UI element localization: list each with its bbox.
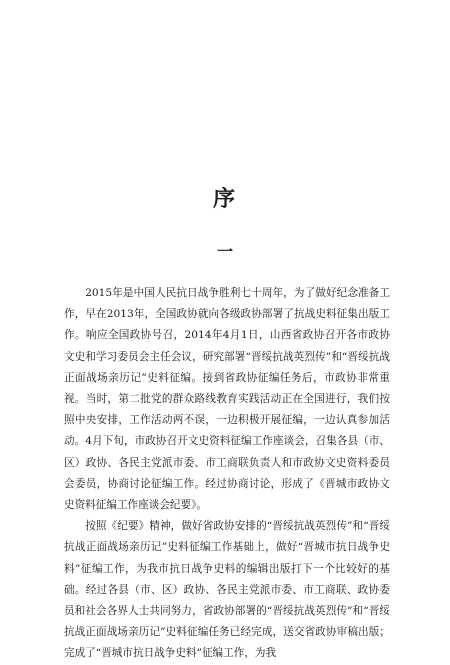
paragraph: 按照《纪要》精神，做好省政协安排的“晋绥抗战英烈传”和“晋绥抗战正面战场亲历记”史料征编工作基础上，做好“晋城市抗日战争史料”征编工作，为我市抗日战争史料的编辑出版打下一个比较好的基础。经过各县（市、区）政协、各民主党派市委、市工商联、政协委员和社会各界人士共同努力，省政协部署的“晋绥抗战英烈传”和“晋绥抗战正面战场亲历记”史料征编任务已经完成，送交省政协审稿出版；完成了“晋城市抗日战争史料”征编工作，为我 [64, 520, 390, 660]
chapter-title: 序 [212, 186, 237, 212]
section-number: 一 [216, 242, 233, 261]
body-text [64, 283, 390, 665]
paragraph: 2015年是中国人民抗日战争胜利七十周年，为了做好纪念准备工作，早在2013年，全国政协就向各级政协部署了抗战史料征集出版工作。响应全国政协号召，2014年4月1日，山西省政协召开各市政协文史和学习委员会主任会议，研究部署“晋绥抗战英烈传”和“晋绥抗战正面战场亲历记”史料征编。接到省政协征编任务后，市政协非常重视。当时，第二批党的群众路线教育实践活动正在全国进行，我们按照中央安排，工作活动两不误，一边积极开展征编，一边认真参加活动。4月下旬，市政协召开文史资料征编工作座谈会，召集各县（市、区）政协、各民主党派市委、市工商联负责人和市政协文史资料委员会委员，协商讨论征编工作。经过协商讨论，形成了《晋城市政协文史资料征编工作座谈会纪要》。 [64, 287, 390, 512]
